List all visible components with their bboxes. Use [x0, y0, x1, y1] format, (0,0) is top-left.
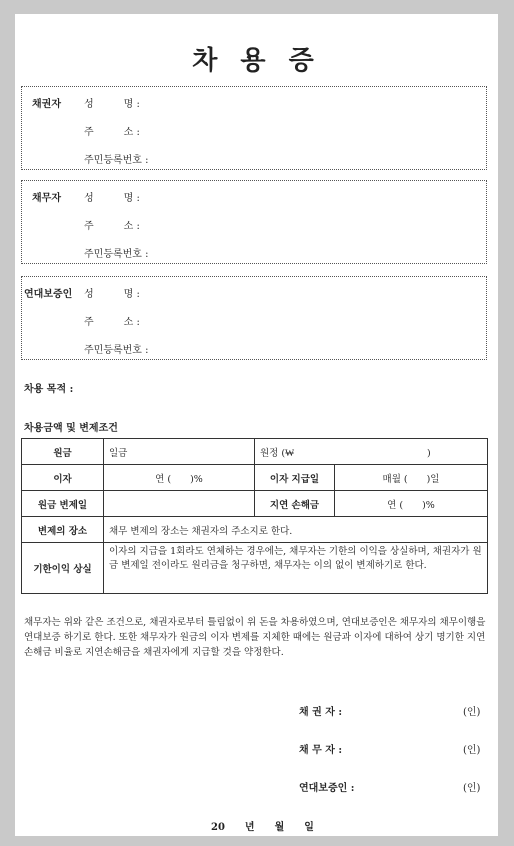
- principal-label: 원금: [22, 439, 104, 465]
- principal-value: [104, 439, 255, 465]
- table-row: [22, 439, 488, 465]
- principal-won-cell: [255, 439, 488, 465]
- signature-debtor-seal: (인): [463, 745, 481, 756]
- signature-guarantor-label: 연대보증인 :: [299, 783, 355, 794]
- document-title: 차 용 증: [192, 46, 321, 76]
- principal-due-value: [104, 491, 255, 517]
- debtor-id-label: 주민등록번호 :: [84, 249, 149, 260]
- creditor-box: [21, 86, 487, 170]
- principal-due-label: 원금 변제일: [22, 491, 104, 517]
- document-date: 20 년 월 일: [211, 822, 314, 833]
- table-row: [22, 465, 488, 491]
- interest-pay-label: 이자 지급일: [255, 465, 335, 491]
- purpose-label: 차용 목적 :: [24, 384, 74, 395]
- place-value: 채무 변제의 장소는 채권자의 주소지로 한다.: [104, 517, 488, 543]
- interest-rate: 연 ( )%: [104, 465, 255, 491]
- creditor-id-label: 주민등록번호 :: [84, 155, 149, 166]
- signature-debtor-label: 채 무 자 :: [299, 745, 343, 756]
- guarantor-name-label: 성 명 :: [84, 289, 140, 300]
- forfeit-label: 기한이익 상실: [22, 543, 104, 594]
- interest-pay-value: 매월 ( )일: [335, 465, 488, 491]
- document-page: [15, 14, 498, 836]
- signature-creditor-label: 채 권 자 :: [299, 707, 343, 718]
- creditor-role: 채권자: [32, 99, 61, 110]
- forfeit-value: 이자의 지급을 1회라도 연체하는 경우에는, 채무자는 기한의 이익을 상실하며, 채권자가 원금 변제일 전이라도 원리금을 청구하면, 채무자는 이의 없이 변제하기로 한다.: [104, 543, 488, 594]
- principal-value-text: 일금: [109, 447, 128, 459]
- signature-guarantor-seal: (인): [463, 783, 481, 794]
- terms-table: [21, 438, 488, 594]
- debtor-box: [21, 180, 487, 264]
- guarantor-box: [21, 276, 487, 360]
- late-fee-label: 지연 손해금: [255, 491, 335, 517]
- table-row: [22, 543, 488, 594]
- table-row: [22, 491, 488, 517]
- place-label: 변제의 장소: [22, 517, 104, 543]
- guarantor-address-label: 주 소 :: [84, 317, 140, 328]
- creditor-address-label: 주 소 :: [84, 127, 140, 138]
- table-row: [22, 517, 488, 543]
- agreement-paragraph: 채무자는 위와 같은 조건으로, 채권자로부터 틀림없이 위 돈을 차용하였으며, 연대보증인은 채무자의 채무이행을 연대보증 하기로 한다. 또한 채무자가 원금의 이자 변제를 지체한 때에는 원금과 이자에 대하여 상기 명기한 지연 손해금 비율로 지연손해금을 채권자에게 지급할 것을 약정한다.: [24, 617, 486, 658]
- debtor-name-label: 성 명 :: [84, 193, 140, 204]
- late-fee-value: 연 ( )%: [335, 491, 488, 517]
- principal-won: 원정 (₩ ): [260, 447, 431, 459]
- terms-title: 차용금액 및 변제조건: [24, 423, 118, 434]
- creditor-name-label: 성 명 :: [84, 99, 140, 110]
- interest-label: 이자: [22, 465, 104, 491]
- signature-creditor-seal: (인): [463, 707, 481, 718]
- guarantor-role: 연대보증인: [24, 289, 73, 300]
- debtor-address-label: 주 소 :: [84, 221, 140, 232]
- guarantor-id-label: 주민등록번호 :: [84, 345, 149, 356]
- debtor-role: 채무자: [32, 193, 61, 204]
